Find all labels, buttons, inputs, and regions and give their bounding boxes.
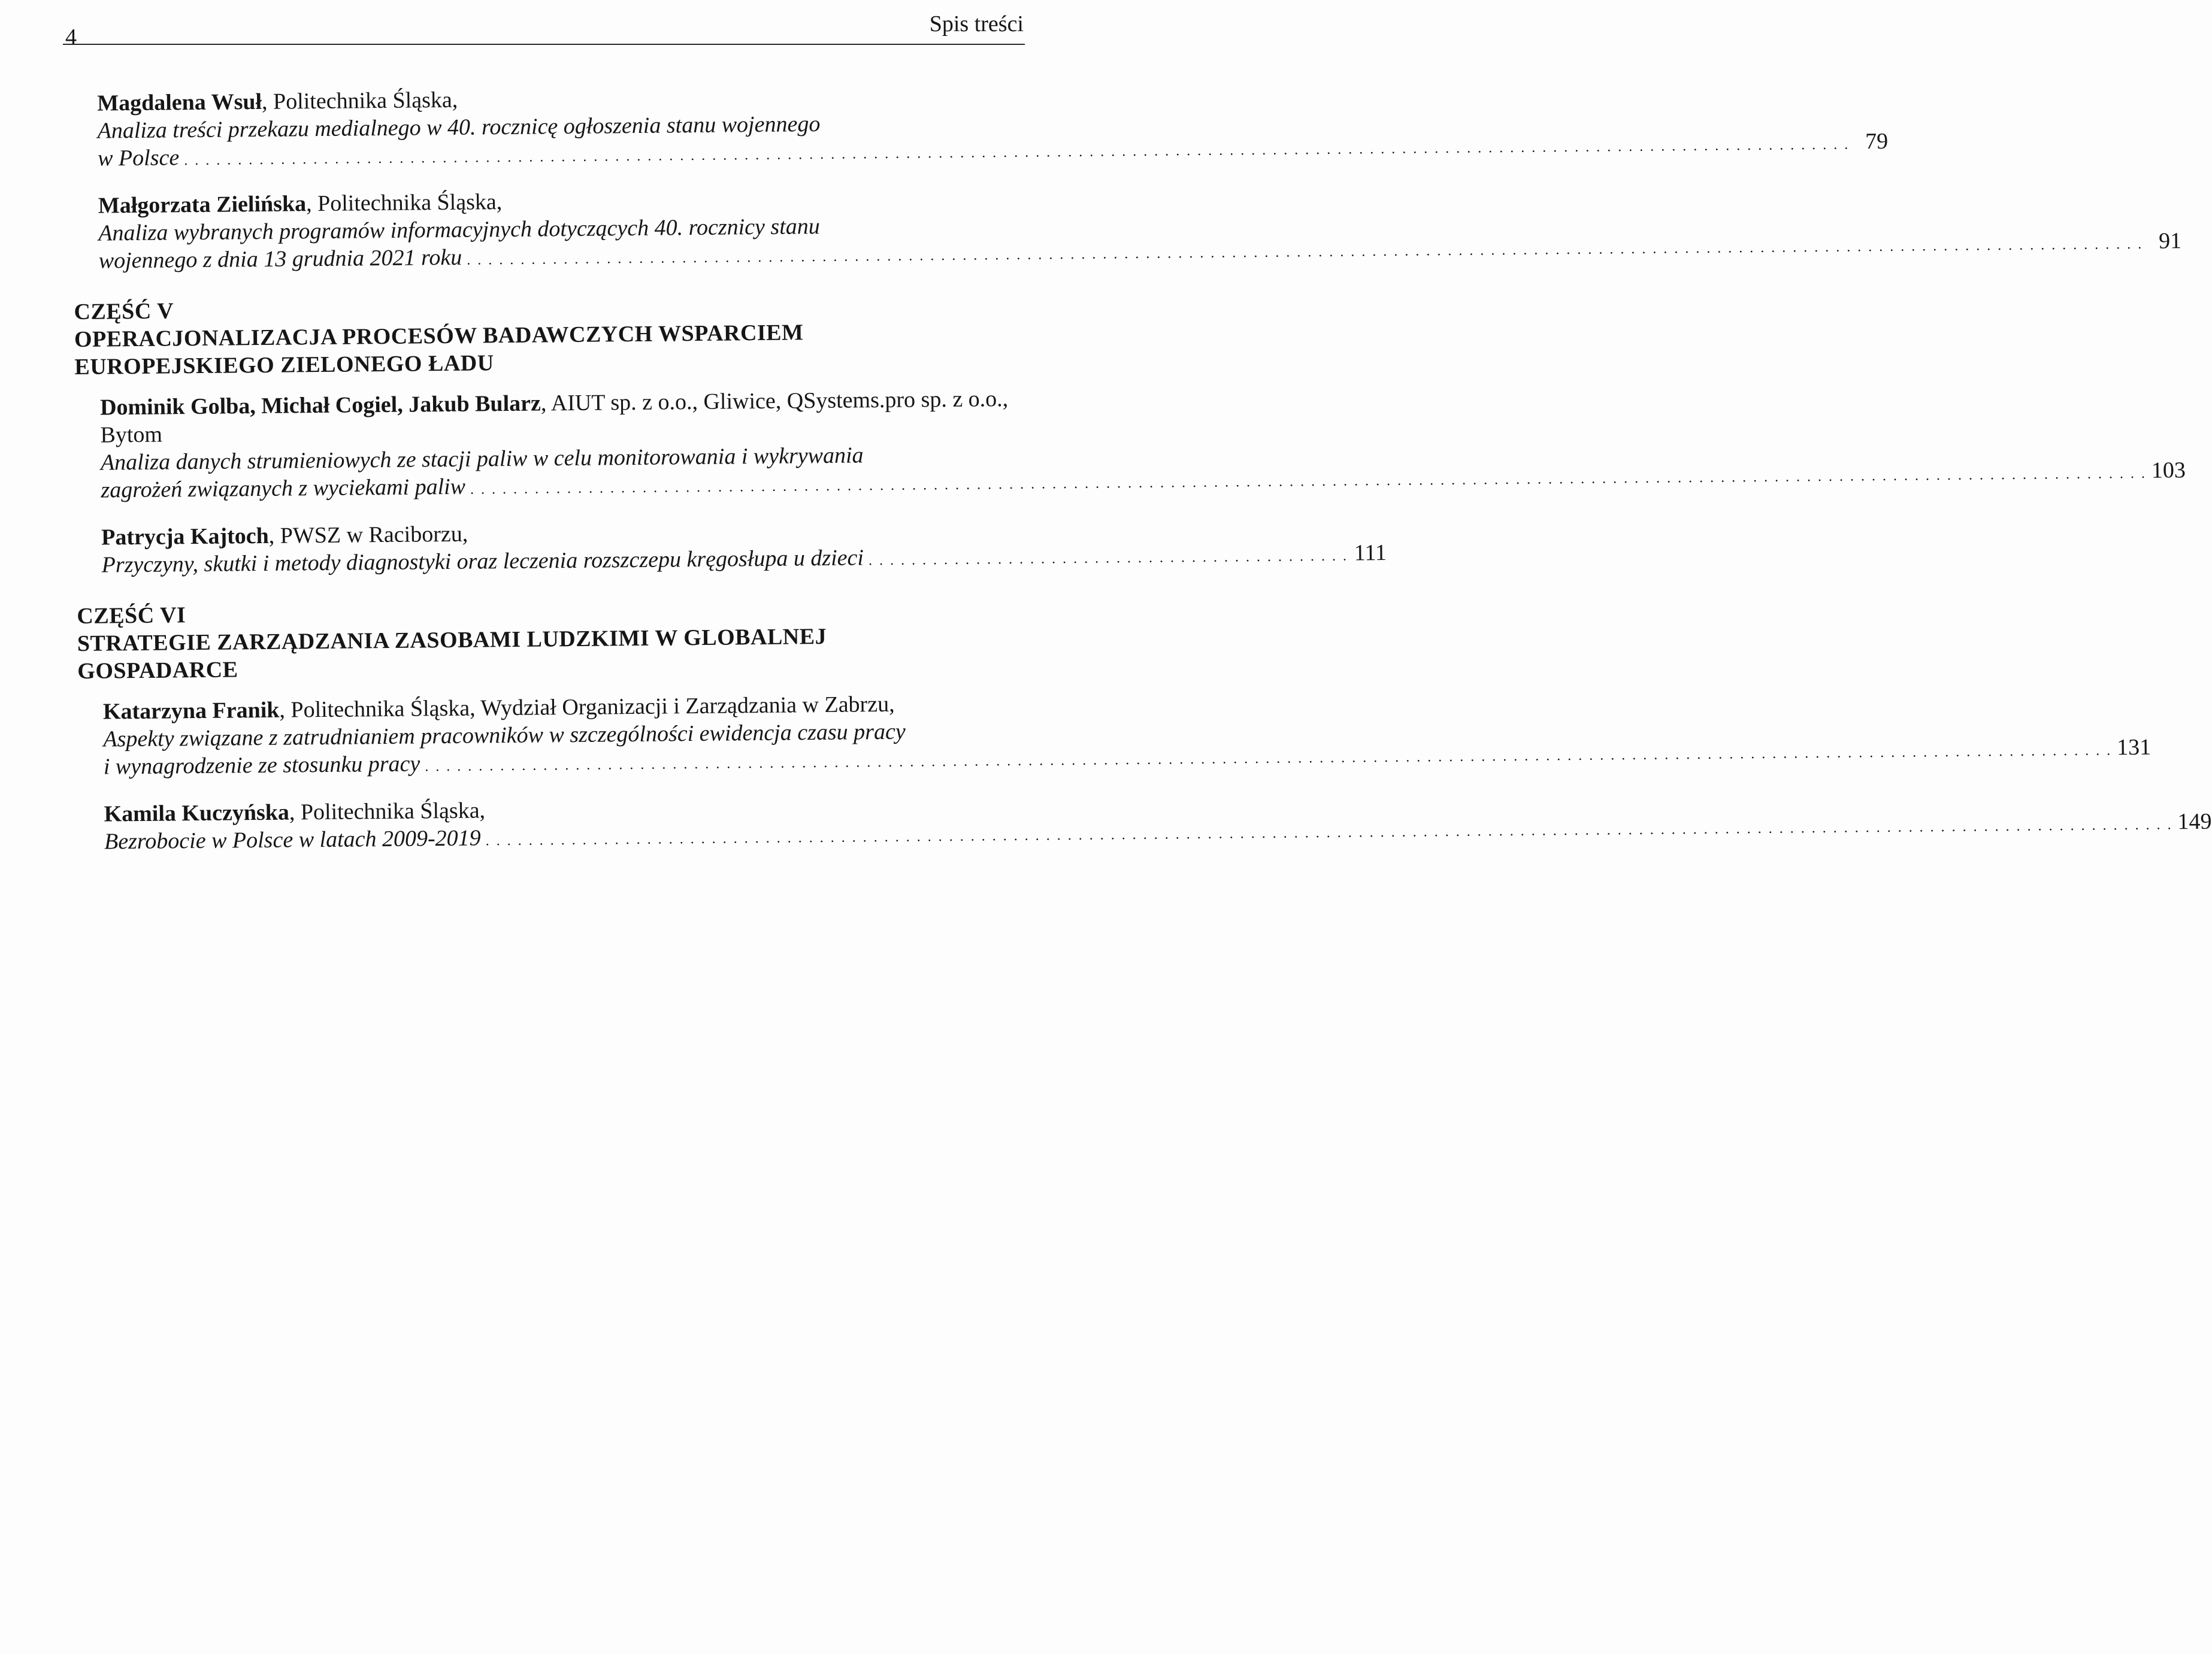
entry-page-number: 131 bbox=[2116, 734, 2152, 761]
dot-leader: . . . . . . . . . . . . . . . . . . . . . . . . . . . . . . . . . . . . . . . . . . . . . . . . . . . . . . . . . . . . . . . . . . . . . . . . . . . . . . . . . . . . . . . . . . . . . . . . . . . . . . . . . . . . . . . . . . . . . . . . . . . . . . . . . . . . . . . . . . . . . . . . . . . . . . . . . . . . . bbox=[425, 743, 2113, 775]
page-number: 4 bbox=[65, 25, 77, 50]
part-label: CZĘŚĆ VI bbox=[77, 602, 186, 629]
entry-title-tail: wojennego z dnia 13 grudnia 2021 roku bbox=[98, 244, 462, 274]
entry-title: Analiza wybranych programów informacyjnych dotyczących 40. rocznicy stanu bbox=[98, 214, 820, 246]
entry-affiliation: , AIUT sp. z o.o., Gliwice, QSystems.pro sp. z o.o., Bytom bbox=[100, 386, 1009, 448]
entry-affiliation: , Politechnika Śląska, bbox=[289, 798, 486, 825]
entry-title-tail: w Polsce bbox=[97, 145, 180, 171]
part-label: CZĘŚĆ V bbox=[74, 298, 174, 325]
part-title: STRATEGIE ZARZĄDZANIA ZASOBAMI LUDZKIMI W GLOBALNEJ GOSPADARCE bbox=[77, 623, 827, 684]
entry-title-tail: Bezrobocie w Polsce w latach 2009-2019 bbox=[104, 825, 481, 855]
running-head: Spis treści bbox=[929, 11, 1024, 37]
entry-title: Analiza danych strumieniowych ze stacji paliw w celu monitorowania i wykrywania bbox=[100, 443, 864, 475]
entry-authors: Kamila Kuczyńska bbox=[104, 799, 290, 827]
entry-page-number: 103 bbox=[2151, 458, 2186, 483]
entry-authors-line bbox=[100, 385, 1033, 449]
dot-leader: . . . . . . . . . . . . . . . . . . . . . . . . . . . . . . . . . . . . . . . . . . . . . . . . . . . . . . . . . . . . . . . . . . . . . . . . . . . . . . . . . . . . . . . . . . . . . . . . . . . . . . . . . . . . . . . . . . . . . . . . . . . . . . . . . . . . . . . . . . . . . . . . . . . . . . . . . . . . . bbox=[485, 817, 2173, 849]
toc-entry-golba bbox=[99, 385, 2186, 507]
entry-title-tail: Przyczyny, skutki i metody diagnostyki oraz leczenia rozszczepu kręgosłupa u dzieci bbox=[101, 545, 864, 578]
entry-affiliation: , Politechnika Śląska, bbox=[261, 87, 458, 114]
entry-title: Aspekty związane z zatrudnianiem pracowników w szczególności ewidencja czasu pracy bbox=[103, 719, 906, 752]
dot-leader: . . . . . . . . . . . . . . . . . . . . . . . . . . . . . . . . . . . . . . . . . . . . . bbox=[868, 548, 1349, 569]
entry-page-number: 149 bbox=[2177, 808, 2212, 835]
entry-authors: Dominik Golba, Michał Cogiel, Jakub Bularz bbox=[99, 390, 541, 420]
entry-title-tail: zagrożeń związanych z wyciekami paliw bbox=[101, 474, 466, 503]
dot-leader: . . . . . . . . . . . . . . . . . . . . . . . . . . . . . . . . . . . . . . . . . . . . . . . . . . . . . . . . . . . . . . . . . . . . . . . . . . . . . . . . . . . . . . . . . . . . . . . . . . . . . . . . . . . . . . . . . . . . . . . . . . . . . . . . . . . . . . . . . . . . . . . . . . . . . . . . . . . . bbox=[470, 465, 2147, 498]
toc-entry-kuczynska bbox=[104, 792, 2212, 859]
entry-page-number: 79 bbox=[1865, 128, 1889, 155]
entry-affiliation: , Politechnika Śląska, bbox=[305, 189, 503, 217]
dot-leader: . . . . . . . . . . . . . . . . . . . . . . . . . . . . . . . . . . . . . . . . . . . . . . . . . . . . . . . . . . . . . . . . . . . . . . . . . . . . . . . . . . . . . . . . . . . . . . . . . . . . . . . . . . . . . . . . . . . . . . . . . . . . . . . . . . . . . . . . . . . . . . . . . . . . . . . . . . . bbox=[184, 137, 1850, 169]
part-title: OPERACJONALIZACJA PROCESÓW BADAWCZYCH WSPARCIEM EUROPEJSKIEGO ZIELONEGO ŁADU bbox=[74, 320, 804, 380]
entry-authors: Magdalena Wsuł bbox=[97, 89, 262, 116]
part-heading-5 bbox=[74, 289, 1036, 381]
toc-entry-franik bbox=[102, 689, 2152, 784]
entry-authors: Małgorzata Zielińska bbox=[98, 191, 307, 219]
entry-affiliation: , PWSZ w Raciborzu, bbox=[268, 521, 468, 549]
table-of-contents bbox=[72, 81, 2212, 876]
part-heading-6 bbox=[77, 593, 1039, 685]
entry-page-number: 111 bbox=[1354, 540, 1387, 566]
entry-title: Analiza treści przekazu medialnego w 40. rocznicę ogłoszenia stanu wojennego bbox=[97, 111, 821, 144]
entry-title-tail: i wynagrodzenie ze stosunku pracy bbox=[103, 751, 420, 780]
entry-page-number: 91 bbox=[2158, 228, 2182, 254]
toc-entry-kajtoch bbox=[101, 515, 1387, 582]
toc-entry-wsul bbox=[97, 81, 1889, 175]
entry-affiliation: , Politechnika Śląska, Wydział Organizacji i Zarządzania w Zabrzu, bbox=[279, 691, 895, 723]
page-header bbox=[63, 11, 1025, 50]
entry-authors: Patrycja Kajtoch bbox=[101, 523, 269, 550]
entry-authors: Katarzyna Franik bbox=[102, 697, 280, 725]
toc-entry-zielinska bbox=[98, 183, 2182, 278]
dot-leader: . . . . . . . . . . . . . . . . . . . . . . . . . . . . . . . . . . . . . . . . . . . . . . . . . . . . . . . . . . . . . . . . . . . . . . . . . . . . . . . . . . . . . . . . . . . . . . . . . . . . . . . . . . . . . . . . . . . . . . . . . . . . . . . . . . . . . . . . . . . . . . . . . . . . . . . . . . . . bbox=[467, 236, 2144, 268]
